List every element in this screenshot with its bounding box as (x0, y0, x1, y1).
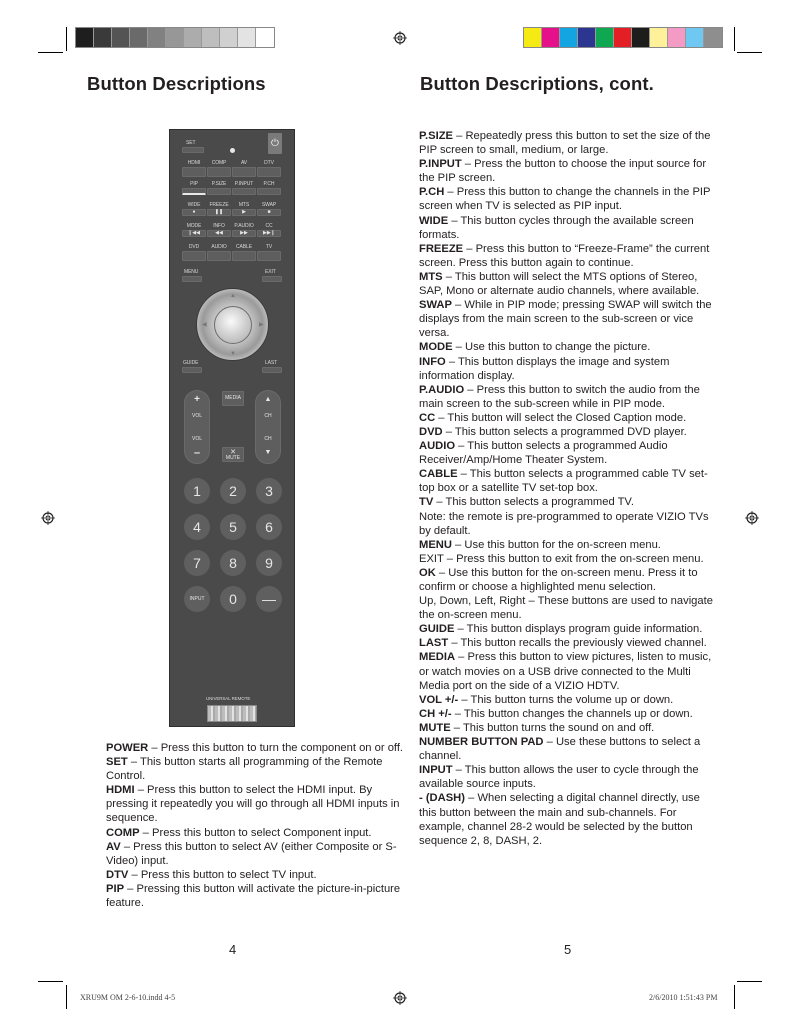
button-description-text: – This button turns the sound on and off. (450, 721, 655, 734)
button-term: P.SIZE (419, 130, 453, 142)
right-page-number: 5 (564, 942, 572, 957)
button-description-text: – This button changes the channels up or down. (451, 707, 693, 720)
transport-icon: ■ (267, 209, 271, 215)
navigation-dpad (196, 288, 269, 361)
button-description (106, 868, 406, 882)
remote-key-label: AV (240, 160, 248, 166)
ch-up-icon: ▲ (264, 396, 272, 403)
right-arrow-icon: ▶ (259, 322, 264, 328)
color-swatch (542, 28, 560, 47)
registration-mark-icon (393, 31, 407, 45)
button-description-text: – Press this button to “Freeze-Frame” the current screen. Press this button again to continue. (419, 242, 710, 269)
transport-icon: ❙◀◀ (188, 230, 200, 236)
button-term: CH +/- (419, 707, 452, 720)
button-description-text: – Press the button to choose the input source for the PIP screen. (419, 158, 707, 185)
color-swatch (238, 28, 256, 47)
button-description (106, 882, 406, 910)
brand-text: UNIVERSAL REMOTE (206, 696, 251, 701)
remote-key-label: COMP (211, 160, 227, 166)
remote-key-p-ch (257, 188, 281, 195)
remote-key-label: AUDIO (211, 244, 227, 250)
button-term: DVD (419, 425, 443, 438)
button-description-text: – Press this button to select Component input. (139, 826, 372, 839)
button-description-text: – When selecting a digital channel directly, use this button between the main and sub-channels. For example, channel 28-2 would be selected by the button sequence 2, 8, DASH, 2. (419, 792, 700, 847)
remote-key-dvd (182, 251, 206, 261)
button-description (419, 721, 719, 735)
button-term: MTS (419, 270, 443, 283)
button-description-text: – This button displays the image and system information display. (419, 355, 670, 382)
button-description-text: Note: the remote is pre-programmed to operate VIZIO TVs by default. (419, 510, 709, 537)
media-button: MEDIA (222, 391, 244, 406)
number-button-5: 5 (220, 514, 246, 540)
button-description (419, 510, 719, 538)
remote-key-label: MTS (238, 202, 250, 208)
button-description (419, 185, 719, 213)
color-swatch (560, 28, 578, 47)
button-description (419, 735, 719, 763)
dash-button: — (256, 586, 282, 612)
remote-key-label: DTV (264, 160, 274, 166)
remote-key-label: P.CH (263, 181, 275, 187)
vol-plus-icon: + (194, 394, 200, 405)
button-term: P.AUDIO (419, 383, 465, 396)
button-description (419, 552, 719, 566)
button-term: COMP (106, 826, 140, 839)
button-description-text: – This button turns the volume up or down. (458, 693, 674, 706)
color-swatch (112, 28, 130, 47)
button-term: VOL +/- (419, 693, 459, 706)
set-button (182, 147, 204, 153)
color-swatch (686, 28, 704, 47)
button-description-text: – Press this button to select the HDMI input. By pressing it repeatedly you will go through all HDMI inputs in sequence. (106, 784, 400, 825)
vol-minus-icon: – (193, 447, 201, 459)
button-term: CC (419, 411, 436, 424)
remote-key-label: P.SIZE (211, 181, 227, 187)
remote-key-label: FREEZE (209, 202, 229, 208)
remote-key-label: WIDE (187, 202, 201, 208)
number-button-3: 3 (256, 478, 282, 504)
mute-icon: ✕ (230, 449, 236, 456)
remote-key-dtv (257, 167, 281, 177)
remote-key-label: HDMI (187, 160, 201, 166)
button-description (106, 840, 406, 868)
crop-mark (734, 27, 735, 51)
remote-key-label: DVD (188, 244, 200, 250)
remote-key-label: P.AUDIO (234, 223, 254, 229)
button-description-text: – Use this button for the on-screen menu. Press it to confirm or choose a highlighted menu selection. (419, 566, 698, 593)
remote-key-mts (232, 209, 256, 216)
transport-icon: ❚❚ (214, 209, 224, 215)
number-button-0: 0 (220, 586, 246, 612)
button-description-text: Up, Down, Left, Right – These buttons are used to navigate the on-screen menu. (419, 595, 713, 622)
button-term: P.CH (419, 186, 445, 199)
left-arrow-icon: ◀ (202, 322, 207, 328)
color-swatch (148, 28, 166, 47)
remote-key-label: CC (265, 223, 273, 229)
button-description (419, 693, 719, 707)
left-page-descriptions (106, 741, 406, 910)
button-description (419, 763, 719, 791)
button-description-text: – This button starts all programming of the Remote Control. (106, 756, 383, 783)
button-description-text: – Press this button to turn the component on or off. (148, 742, 404, 754)
right-page-descriptions (419, 129, 719, 848)
volume-rocker (184, 390, 210, 464)
button-term: P.INPUT (419, 158, 462, 171)
crop-mark (66, 27, 67, 51)
color-swatch (202, 28, 220, 47)
color-swatch (76, 28, 94, 47)
remote-key-label: INFO (213, 223, 225, 229)
button-description-text: – Press this button to switch the audio from the main screen to the sub-screen while in PIP mode. (419, 383, 700, 410)
guide-button (182, 367, 202, 373)
remote-key-comp (207, 167, 231, 177)
button-term: HDMI (106, 784, 135, 797)
vol-label-bottom: VOL (191, 436, 202, 442)
crop-mark (734, 985, 735, 1009)
remote-key-hdmi (182, 167, 206, 177)
remote-key-freeze (207, 209, 231, 216)
menu-button (182, 276, 202, 282)
button-description (419, 340, 719, 354)
button-description-text: – This button will select the MTS options of Stereo, SAP, Mono or alternate audio channels, where available. (419, 270, 700, 298)
button-term: INFO (419, 355, 446, 368)
button-description (419, 707, 719, 721)
button-description-text: – Press this button to view pictures, listen to music, or watch movies on a USB drive connected to the Multi Media port on the side of a VIZIO HDTV. (419, 651, 712, 692)
registration-mark-icon (41, 511, 55, 525)
remote-key-audio (207, 251, 231, 261)
remote-key-swap (257, 209, 281, 216)
ch-label-bottom: CH (264, 436, 272, 442)
button-description (419, 425, 719, 439)
channel-rocker (255, 390, 281, 464)
button-description (419, 411, 719, 425)
remote-key-label: P.INPUT (234, 181, 254, 187)
remote-key-p-audio (232, 230, 256, 237)
button-description-text: – Use this button for the on-screen menu. (451, 538, 661, 551)
number-button-8: 8 (220, 550, 246, 576)
button-term: DTV (106, 868, 129, 881)
button-term: MEDIA (419, 651, 456, 664)
button-term: MUTE (419, 721, 451, 734)
button-description (419, 566, 719, 594)
left-page-number: 4 (229, 942, 237, 957)
button-description-text: – Repeatedly press this button to set the size of the PIP screen to small, medium, or large. (419, 130, 711, 157)
button-description-text: – This button displays program guide information. (454, 623, 703, 636)
ch-label-top: CH (264, 413, 272, 419)
number-button-4: 4 (184, 514, 210, 540)
button-term: AV (106, 840, 121, 853)
button-description-text: – This button selects a programmed DVD player. (442, 425, 687, 438)
button-term: LAST (419, 637, 449, 650)
button-description (419, 129, 719, 157)
timestamp-slug: 2/6/2010 1:51:43 PM (649, 993, 718, 1002)
remote-control-illustration (169, 129, 295, 727)
button-description (419, 383, 719, 411)
button-description (419, 298, 719, 340)
indicator-led (230, 148, 235, 153)
button-description-text: – Pressing this button will activate the picture-in-picture feature. (106, 882, 401, 910)
crop-mark (38, 981, 63, 982)
up-arrow-icon: ▲ (230, 293, 236, 299)
button-description-text: – Press this button to select TV input. (128, 868, 317, 881)
remote-key-label: PIP (190, 181, 198, 187)
transport-icon: ▶ (242, 209, 246, 215)
color-swatch (704, 28, 722, 47)
button-description-text: EXIT – Press this button to exit from the on-screen menu. (419, 552, 704, 565)
color-swatch (256, 28, 274, 47)
remote-key-mode (182, 230, 206, 237)
product-label-plate (207, 705, 257, 722)
button-term: TV (419, 496, 434, 509)
button-description (419, 538, 719, 552)
button-term: MENU (419, 538, 452, 551)
button-description-text: – This button selects a programmed cable TV set-top box or a satellite TV set-top box. (419, 468, 708, 495)
registration-mark-icon (393, 991, 407, 1005)
registration-mark-icon (745, 511, 759, 525)
button-description (419, 270, 719, 298)
ok-button (214, 306, 252, 344)
color-swatch (596, 28, 614, 47)
button-description-text: – Press this button to select AV (either Composite or S-Video) input. (106, 840, 397, 867)
transport-icon: ◀◀ (215, 230, 223, 236)
crop-mark (737, 981, 762, 982)
remote-key-pip (182, 188, 206, 195)
number-button-7: 7 (184, 550, 210, 576)
button-term: GUIDE (419, 623, 455, 636)
button-description (419, 242, 719, 270)
button-description-text: – While in PIP mode; pressing SWAP will switch the displays from the main screen to the sub-screen or vice versa. (419, 299, 712, 340)
button-term: SWAP (419, 299, 452, 312)
color-swatch (130, 28, 148, 47)
last-label: LAST (265, 360, 278, 366)
button-description-text: – This button selects a programmed TV. (433, 496, 634, 509)
number-button-9: 9 (256, 550, 282, 576)
button-term: AUDIO (419, 440, 456, 453)
button-description (419, 495, 719, 509)
input-button: INPUT (184, 586, 210, 612)
button-description (419, 214, 719, 242)
button-description (106, 826, 406, 840)
button-term: CABLE (419, 468, 458, 481)
ch-down-icon: ▼ (264, 449, 272, 456)
button-description (106, 741, 406, 755)
right-page-heading: Button Descriptions, cont. (420, 73, 654, 94)
remote-key-label: CABLE (236, 244, 252, 250)
button-description (419, 650, 719, 692)
button-description (419, 622, 719, 636)
remote-key-p-size (207, 188, 231, 195)
button-term: WIDE (419, 214, 449, 227)
button-description (419, 157, 719, 185)
remote-key-info (207, 230, 231, 237)
color-swatch (668, 28, 686, 47)
color-swatch (650, 28, 668, 47)
grayscale-color-bar (75, 27, 275, 48)
button-term: SET (106, 756, 128, 769)
button-description-text: – This button selects a programmed Audio Receiver/Amp/Home Theater System. (419, 440, 668, 467)
button-description-text: – This button cycles through the available screen formats. (419, 214, 694, 241)
remote-key-p-input (232, 188, 256, 195)
number-button-1: 1 (184, 478, 210, 504)
button-term: NUMBER BUTTON PAD (419, 736, 544, 749)
crop-mark (737, 52, 762, 53)
left-page-heading: Button Descriptions (87, 73, 266, 94)
set-label: SET (186, 140, 196, 146)
file-slug: XRU9M OM 2-6-10.indd 4-5 (80, 993, 176, 1002)
button-description (419, 636, 719, 650)
button-description-text: – This button allows the user to cycle through the available source inputs. (419, 764, 699, 791)
power-button (268, 133, 282, 154)
remote-key-tv (257, 251, 281, 261)
color-swatch (94, 28, 112, 47)
process-color-bar (523, 27, 723, 48)
button-description (419, 467, 719, 495)
button-description-text: – Use these buttons to select a channel. (419, 736, 701, 763)
button-description (106, 755, 406, 783)
color-swatch (578, 28, 596, 47)
remote-key-wide (182, 209, 206, 216)
button-description (106, 783, 406, 825)
color-swatch (524, 28, 542, 47)
color-swatch (632, 28, 650, 47)
number-button-6: 6 (256, 514, 282, 540)
crop-mark (38, 52, 63, 53)
remote-key-av (232, 167, 256, 177)
color-swatch (166, 28, 184, 47)
button-description-text: – Press this button to change the channels in the PIP screen when TV is selected as PIP input. (419, 186, 711, 213)
button-description (419, 791, 719, 847)
remote-key-label: SWAP (261, 202, 277, 208)
menu-label: MENU (184, 269, 199, 275)
button-term: FREEZE (419, 242, 464, 255)
transport-icon: ▶▶❙ (263, 230, 275, 236)
button-description-text: – This button recalls the previously viewed channel. (448, 637, 707, 650)
button-description (419, 355, 719, 383)
button-description (419, 439, 719, 467)
exit-button (262, 276, 282, 282)
color-swatch (614, 28, 632, 47)
button-term: OK (419, 566, 436, 579)
button-description-text: – Use this button to change the picture. (452, 341, 651, 354)
guide-label: GUIDE (183, 360, 199, 366)
last-button (262, 367, 282, 373)
mute-button: ✕ MUTE (222, 447, 244, 462)
button-term: POWER (106, 742, 149, 754)
transport-icon: ● (192, 209, 196, 215)
color-swatch (184, 28, 202, 47)
remote-key-label: MODE (186, 223, 202, 229)
number-button-2: 2 (220, 478, 246, 504)
button-term: - (DASH) (419, 792, 465, 805)
crop-mark (66, 985, 67, 1009)
remote-key-label: TV (265, 244, 273, 250)
exit-label: EXIT (265, 269, 276, 275)
button-term: INPUT (419, 764, 453, 777)
transport-icon: ▶▶ (240, 230, 248, 236)
vol-label-top: VOL (191, 413, 202, 419)
remote-key-cable (232, 251, 256, 261)
button-description-text: – This button will select the Closed Caption mode. (435, 411, 687, 424)
remote-key-cc (257, 230, 281, 237)
down-arrow-icon: ▼ (230, 351, 236, 357)
button-term: PIP (106, 882, 125, 895)
button-term: MODE (419, 341, 453, 354)
button-description (419, 594, 719, 622)
power-icon: ⏻ (271, 138, 279, 149)
color-swatch (220, 28, 238, 47)
